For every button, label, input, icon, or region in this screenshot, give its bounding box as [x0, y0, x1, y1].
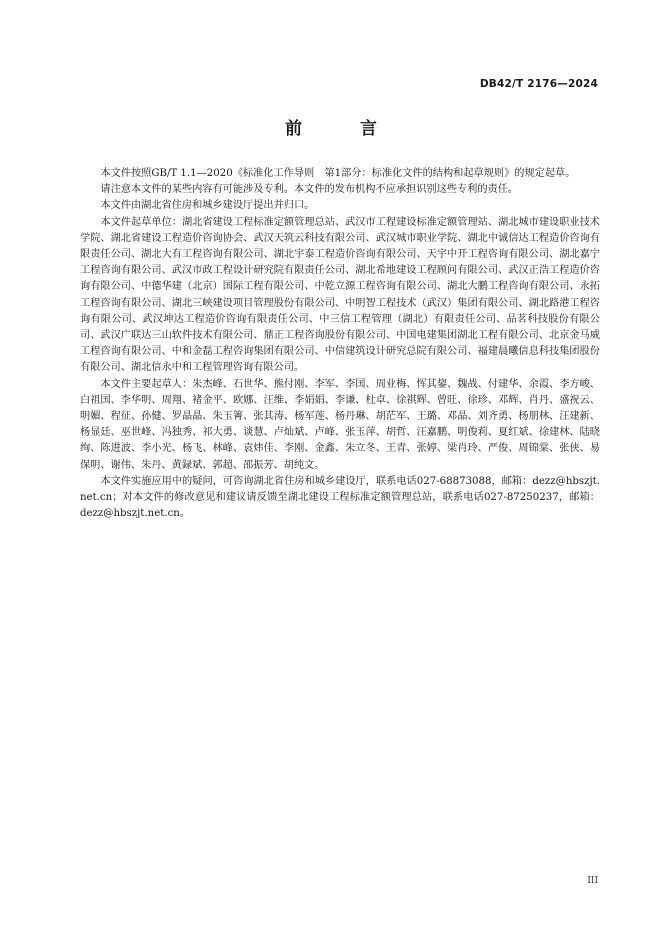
paragraph-contact: 本文件实施应用中的疑问，可咨询湖北省住房和城乡建设厅，联系电话027-68873088，邮箱：dezz@hbszjt.net.cn；对本文件的修改意见和建议请反馈至湖北建设工程标准定额管理总站，联系电话027-87250237，邮箱：dezz@hbszjt.net.cn。 — [80, 475, 600, 520]
paragraph-drafters: 本文件主要起草人：朱杰峰、石世华、熊付刚、李军、李国、周业梅、恽其鋆、魏战、付建华、余霞、李方峻、白祖国、李华明、周翔、褚金平、欧娜、汪维、李娟娟、李谦、杜卓、徐祺辉、曾旺、徐珍、邓辉、肖丹、盛祝云、明媚、程征、孙健、罗晶晶、朱玉箐、张其涛、杨军莲、杨丹琳、胡茫军、王璐、邓晶、刘齐勇、杨朋林、汪建新、杨显廷、巫世峰、冯独秀、祁大勇、谈慧、卢灿斌、卢峰、张玉萍、胡哲、汪嘉鹏、明俊莉、夏红斌、徐建林、陆晓绚、陈进波、李小光、杨飞、林峰、袁炜佳、李刚、金鑫、朱立冬、王青、张婷、梁肖玲、严俊、周锦棠、张侠、易保明、谢伟、朱丹、黄録斌、郭超、邵振芳、胡纯文。 — [80, 378, 600, 471]
paragraph-proposer: 本文件由湖北省住房和城乡建设厅提出并归口。 — [100, 200, 315, 212]
page-number: III — [587, 876, 598, 886]
paragraph-drafting-rules: 本文件按照GB/T 1.1—2020《标准化工作导则 第1部分：标准化文件的结构和起草规则》的规定起草。 — [100, 168, 576, 179]
page-title: 前 言 — [285, 119, 403, 139]
standard-code: DB42/T 2176—2024 — [479, 78, 598, 90]
paragraph-patent-notice: 请注意本文件的某些内容有可能涉及专利。本文件的发布机构不应承担识别这些专利的责任。 — [100, 184, 519, 196]
paragraph-drafting-units: 本文件起草单位：湖北省建设工程标准定额管理总站、武汉市工程建设标准定额管理站、湖北城市建设职业技术学院、湖北省建设工程造价咨询协会、武汉天筑云科技有限公司、武汉城市职业学院、湖北中诚信达工程造价咨询有限责任公司、湖北大有工程咨询有限公司、湖北宇泰工程造价咨询有限公司、天宇中开工程咨询有限公司、湖北嘉宁工程咨询有限公司、武汉市政工程设计研究院有限责任公司、湖北希地建设工程顾问有限公司、武汉正浩工程造价咨询有限公司、中德华建（北京）国际工程有限公司、中乾立源工程咨询有限公司、湖北大鹏工程咨询有限公司、永拓工程咨询有限公司、湖北三峡建设项目管理股份有限公司、中明智工程技术（武汉）集团有限公司、湖北路港工程咨询有限公司、武汉坤达工程造价咨询有限责任公司、中三信工程管理（湖北）有限责任公司、品茗科技股份有限公司、武汉广联达三山软件技术有限公司、鼎正工程咨询股份有限公司、中国电建集团湖北工程有限公司、北京金马威工程咨询有限公司、中和金磊工程咨询集团有限公司、中信建筑设计研究总院有限公司、福建晨曦信息科技集团股份有限公司、湖北信永中和工程管理咨询有限公司。 — [80, 216, 600, 374]
foreword-body — [80, 166, 600, 522]
